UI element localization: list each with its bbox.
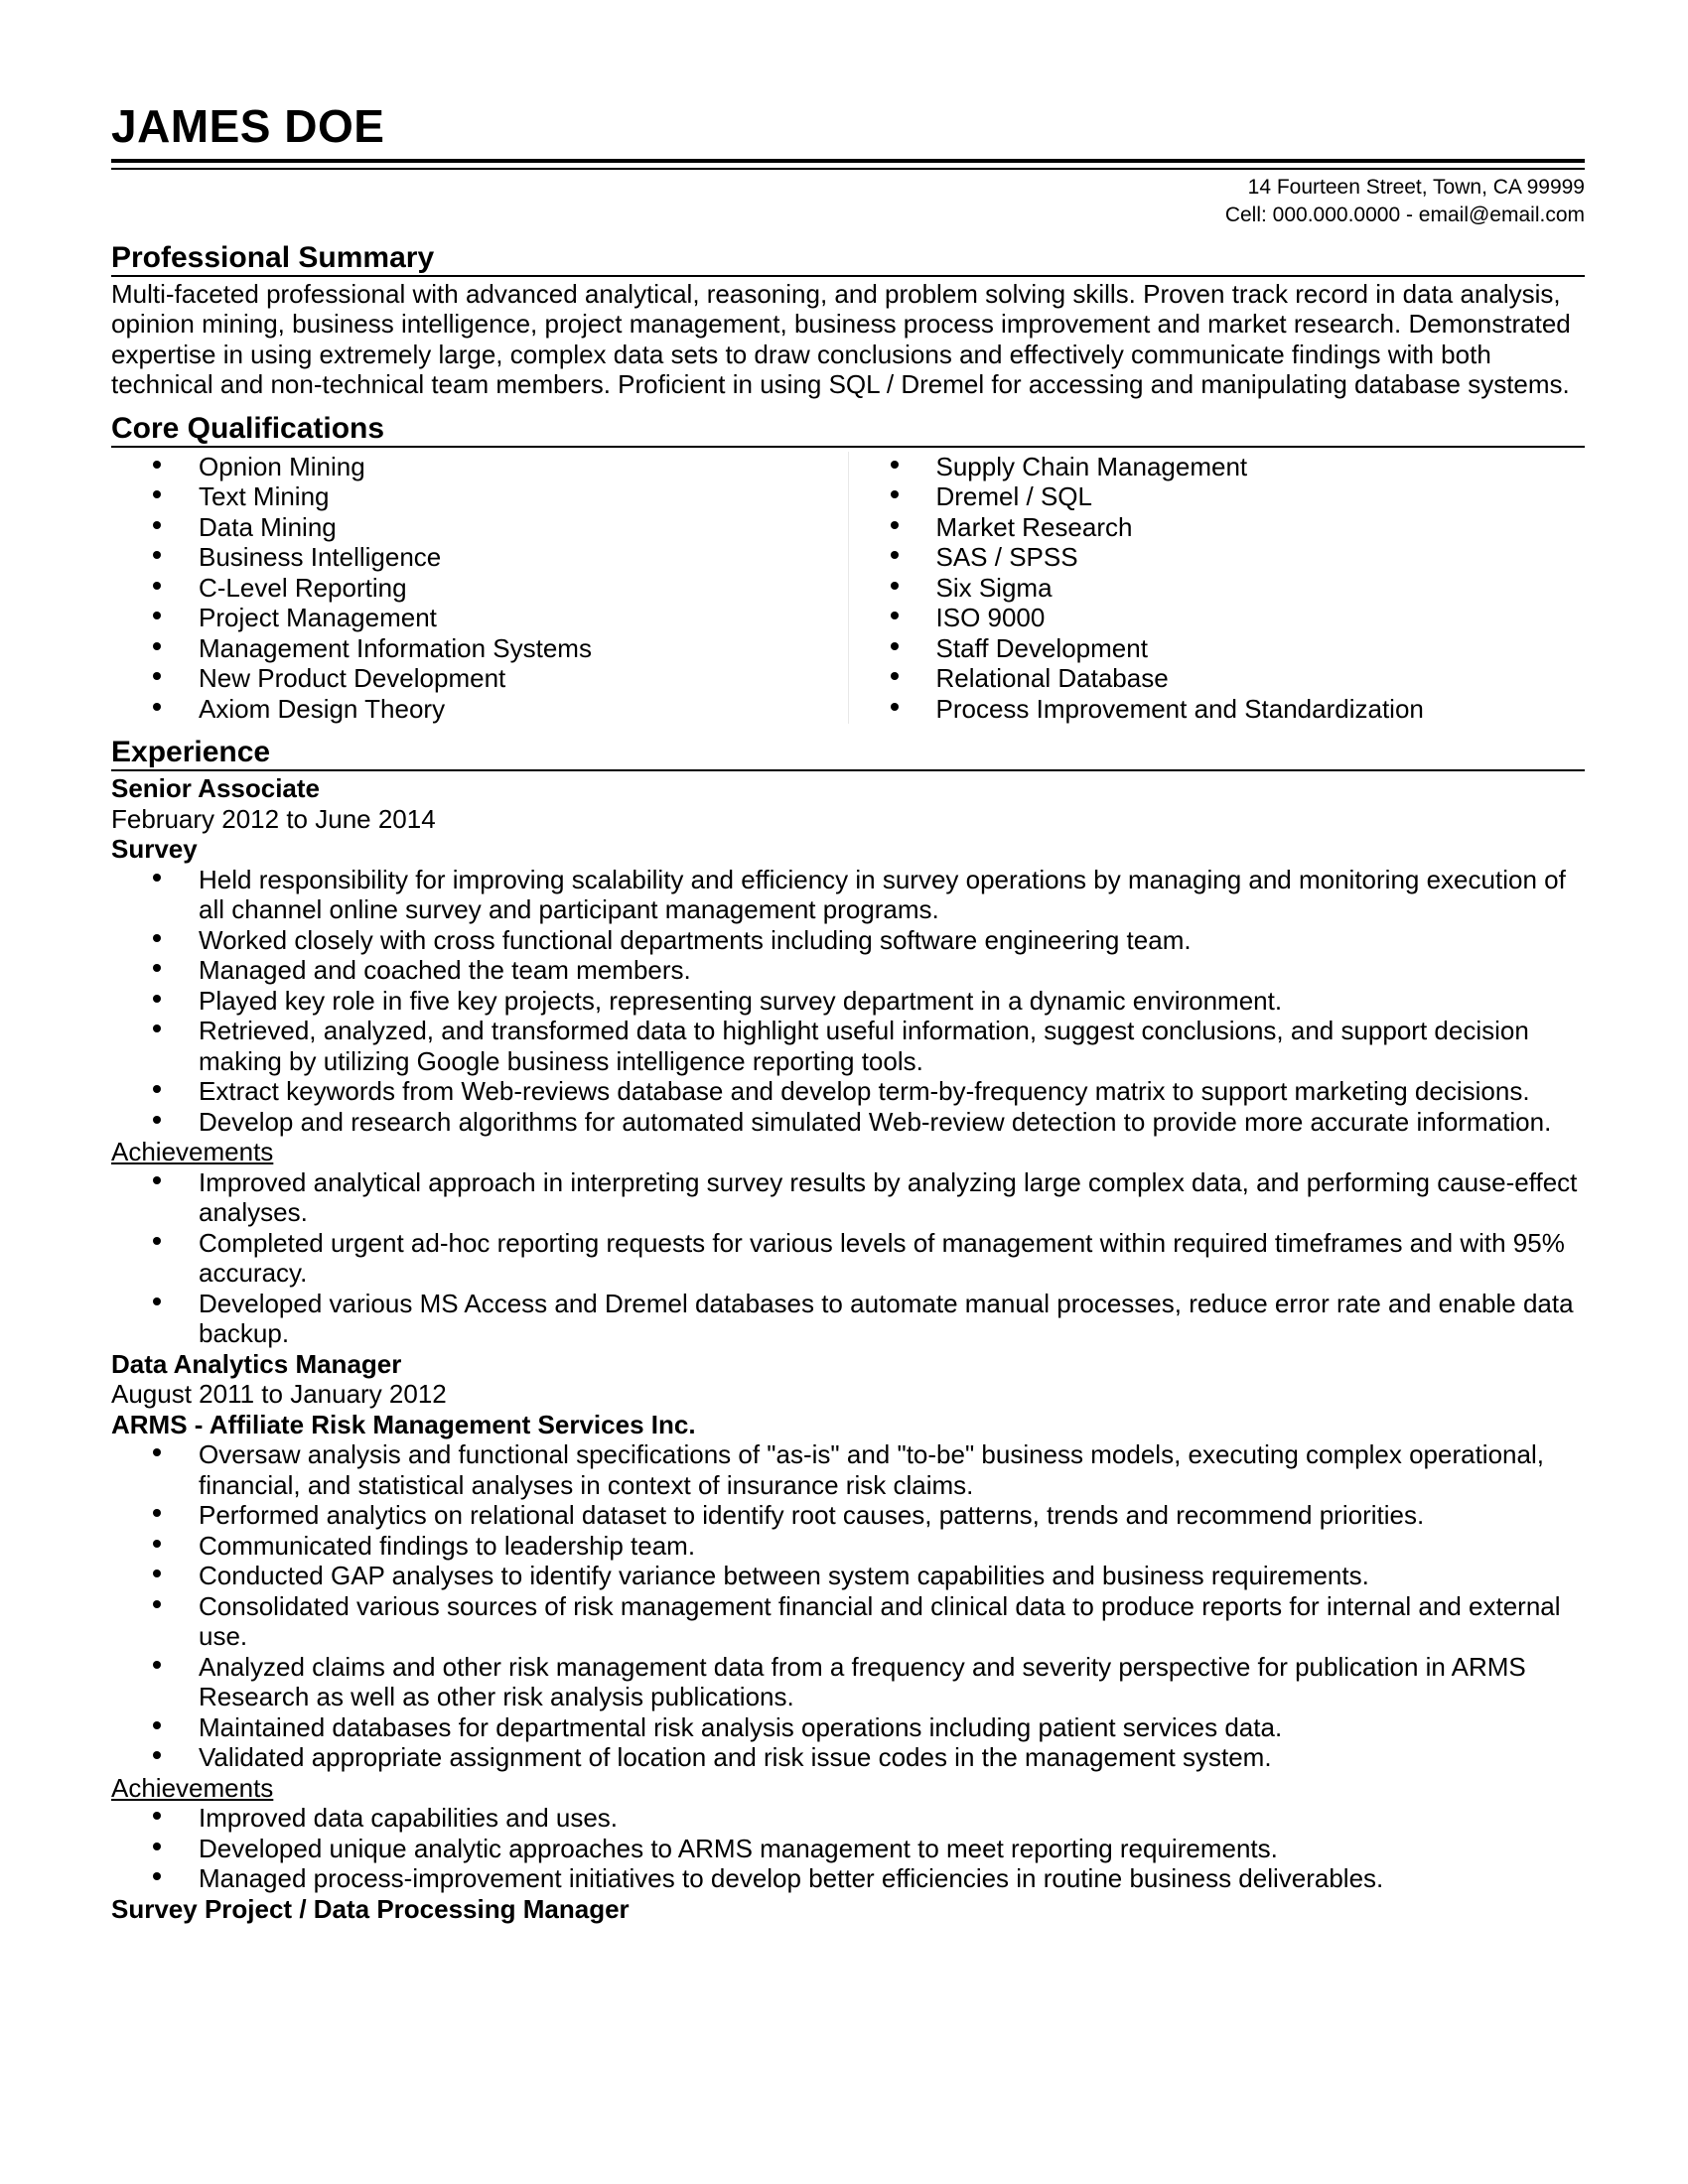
achievements-label: Achievements <box>111 1772 274 1803</box>
qualification-item: Process Improvement and Standardization <box>849 694 1586 725</box>
qualifications-right-column <box>849 452 1586 725</box>
qualification-item: Project Management <box>111 603 848 633</box>
qualification-item: Relational Database <box>849 663 1586 694</box>
experience-jobs <box>111 773 1585 1894</box>
summary-heading: Professional Summary <box>111 241 1585 277</box>
qualifications-columns <box>111 452 1585 725</box>
contact-address: 14 Fourteen Street, Town, CA 99999 <box>1247 175 1585 199</box>
contact-block <box>111 174 1585 229</box>
qualification-item: Management Information Systems <box>111 633 848 664</box>
job-entry <box>111 773 1585 1349</box>
job-duty-item: Oversaw analysis and functional specifications of "as-is" and "to-be" business models, executing complex operational, financial, and statistical analyses in context of insurance risk claims. <box>111 1439 1585 1500</box>
header-rule-thick <box>111 159 1585 163</box>
job-title: Data Analytics Manager <box>111 1348 402 1379</box>
contact-phone-email: Cell: 000.000.0000 - email@email.com <box>1224 203 1585 226</box>
achievements-list <box>111 1167 1585 1349</box>
summary-section <box>111 241 1585 400</box>
qualification-item: C-Level Reporting <box>111 573 848 604</box>
qualification-item: Business Intelligence <box>111 542 848 573</box>
job-dates: August 2011 to January 2012 <box>111 1379 447 1409</box>
job-duty-item: Consolidated various sources of risk management financial and clinical data to produce reports for internal and external use. <box>111 1591 1585 1652</box>
qualifications-heading: Core Qualifications <box>111 412 1585 448</box>
qualifications-left-list <box>111 452 848 725</box>
achievement-item: Developed various MS Access and Dremel databases to automate manual processes, reduce error rate and enable data backup. <box>111 1289 1585 1349</box>
summary-text: Multi-faceted professional with advanced analytical, reasoning, and problem solving skills. Proven track record in data analysis, opinion mining, business intelligence, project management, business process improvement and market research. Demonstrated expertise in using extremely large, complex data sets to draw conclusions and effectively communicate findings with both technical and non-technical team members. Proficient in using SQL / Dremel for accessing and manipulating database systems. <box>111 278 1571 399</box>
candidate-name: JAMES DOE <box>111 100 385 152</box>
qualification-item: New Product Development <box>111 663 848 694</box>
job-duty-item: Communicated findings to leadership team. <box>111 1531 1585 1562</box>
job-duty-item: Conducted GAP analyses to identify variance between system capabilities and business requirements. <box>111 1561 1585 1591</box>
job-duty-item: Validated appropriate assignment of location and risk issue codes in the management system. <box>111 1742 1585 1773</box>
qualification-item: Data Mining <box>111 512 848 543</box>
job-duties-list <box>111 1439 1585 1773</box>
header-rule-thin <box>111 168 1585 170</box>
job-duty-item: Managed and coached the team members. <box>111 955 1585 986</box>
job-company: ARMS - Affiliate Risk Management Services Inc. <box>111 1409 696 1439</box>
qualification-item: Staff Development <box>849 633 1586 664</box>
achievement-item: Improved data capabilities and uses. <box>111 1803 1585 1834</box>
job-duty-item: Played key role in five key projects, representing survey department in a dynamic environment. <box>111 986 1585 1017</box>
job-entry <box>111 1349 1585 1894</box>
achievement-item: Managed process-improvement initiatives to develop better efficiencies in routine business deliverables. <box>111 1863 1585 1894</box>
qualification-item: Dremel / SQL <box>849 481 1586 512</box>
qualification-item: ISO 9000 <box>849 603 1586 633</box>
qualification-item: Opnion Mining <box>111 452 848 482</box>
qualification-item: Axiom Design Theory <box>111 694 848 725</box>
achievement-item: Improved analytical approach in interpreting survey results by analyzing large complex data, and performing cause-effect analyses. <box>111 1167 1585 1228</box>
qualification-item: Supply Chain Management <box>849 452 1586 482</box>
job-duty-item: Maintained databases for departmental risk analysis operations including patient services data. <box>111 1712 1585 1743</box>
qualification-item: Text Mining <box>111 481 848 512</box>
qualifications-right-list <box>849 452 1586 725</box>
qualification-item: SAS / SPSS <box>849 542 1586 573</box>
job-duty-item: Retrieved, analyzed, and transformed data to highlight useful information, suggest conclusions, and support decision making by utilizing Google business intelligence reporting tools. <box>111 1016 1585 1076</box>
job-duty-item: Develop and research algorithms for automated simulated Web-review detection to provide more accurate information. <box>111 1107 1585 1138</box>
job-duty-item: Held responsibility for improving scalability and efficiency in survey operations by managing and monitoring execution of all channel online survey and participant management programs. <box>111 865 1585 925</box>
experience-heading: Experience <box>111 736 1585 771</box>
job-duty-item: Analyzed claims and other risk management data from a frequency and severity perspective for publication in ARMS Research as well as other risk analysis publications. <box>111 1652 1585 1712</box>
qualifications-section <box>111 412 1585 725</box>
achievements-label: Achievements <box>111 1137 274 1166</box>
job-duty-item: Worked closely with cross functional departments including software engineering team. <box>111 925 1585 956</box>
job-duty-item: Performed analytics on relational dataset to identify root causes, patterns, trends and recommend priorities. <box>111 1500 1585 1531</box>
qualification-item: Six Sigma <box>849 573 1586 604</box>
next-job-title: Survey Project / Data Processing Manager <box>111 1893 630 1924</box>
job-duties-list <box>111 865 1585 1138</box>
job-title: Senior Associate <box>111 773 321 803</box>
job-company: Survey <box>111 834 198 864</box>
job-duty-item: Extract keywords from Web-reviews database and develop term-by-frequency matrix to support marketing decisions. <box>111 1076 1585 1107</box>
job-dates: February 2012 to June 2014 <box>111 803 436 834</box>
qualifications-left-column <box>111 452 849 725</box>
achievement-item: Developed unique analytic approaches to ARMS management to meet reporting requirements. <box>111 1834 1585 1864</box>
resume-page <box>111 95 1585 1924</box>
achievements-list <box>111 1803 1585 1894</box>
achievement-item: Completed urgent ad-hoc reporting requests for various levels of management within required timeframes and with 95% accuracy. <box>111 1228 1585 1289</box>
qualification-item: Market Research <box>849 512 1586 543</box>
experience-section <box>111 736 1585 1924</box>
